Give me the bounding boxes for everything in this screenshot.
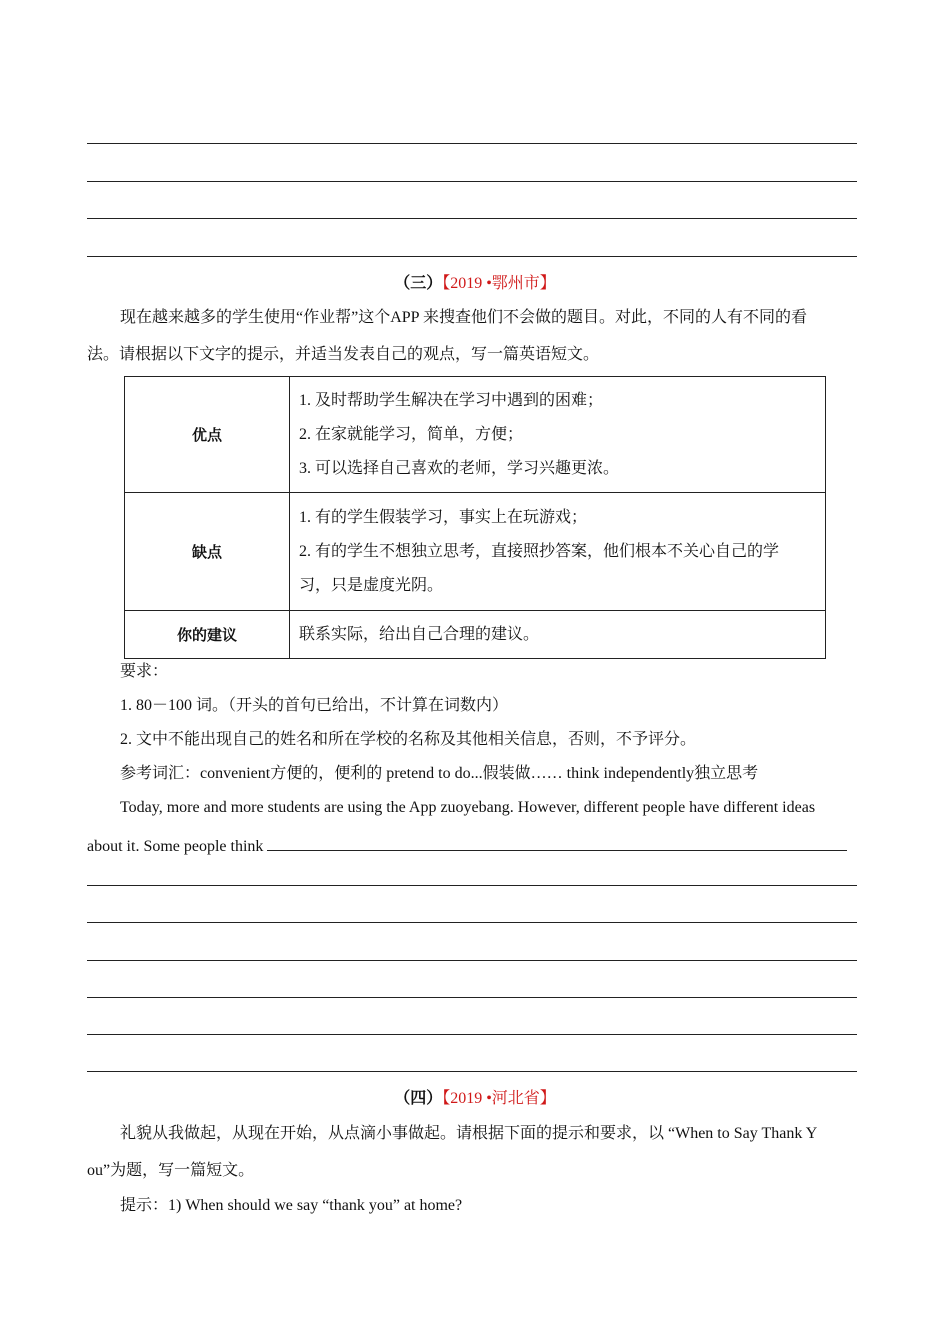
- section-4-heading: [0, 1089, 950, 1109]
- advantages-content: [290, 377, 826, 493]
- table-row-advantages: [125, 377, 826, 493]
- reference-vocabulary: 参考词汇：convenient方便的，便利的 pretend to do...假装做…… think independently独立思考: [120, 765, 759, 782]
- disadvantage-item: 习，只是虚度光阴。: [299, 576, 444, 594]
- disadvantages-content: [290, 493, 826, 611]
- requirement-1: 1. 80－100 词。（开头的首句已给出，不计算在词数内）: [120, 697, 509, 714]
- advantage-item: 1. 及时帮助学生解决在学习中遇到的困难；: [299, 391, 604, 409]
- opening-sentence-line-1: Today, more and more students are using the App zuoyebang. However, different people have different ideas: [120, 799, 816, 816]
- table-row-disadvantages: [125, 493, 826, 611]
- advantages-label: 优点: [125, 377, 290, 493]
- table-row-suggestion: [125, 611, 826, 659]
- section-4-intro-line-2: ou”为题，写一篇短文。: [87, 1162, 255, 1179]
- answer-line[interactable]: [87, 181, 857, 182]
- suggestion-text: 联系实际，给出自己合理的建议。: [299, 625, 540, 643]
- disadvantages-label: 缺点: [125, 493, 290, 611]
- advantage-item: 3. 可以选择自己喜欢的老师，学习兴趣更浓。: [299, 459, 620, 477]
- opening-sentence-text: about it. Some people think: [87, 838, 268, 855]
- section-3-intro-line-2: 法。请根据以下文字的提示，并适当发表自己的观点，写一篇英语短文。: [87, 346, 600, 363]
- section-4-hint: 提示：1) When should we say “thank you” at home?: [120, 1197, 463, 1214]
- section-4-number: （四）: [394, 1090, 443, 1107]
- section-4-intro-line-1: 礼貌从我做起，从现在开始，从点滴小事做起。请根据下面的提示和要求，以 “When to Say Thank Y: [120, 1125, 818, 1142]
- prompt-table: [124, 376, 826, 659]
- answer-line[interactable]: [87, 960, 857, 961]
- section-3-heading: [0, 274, 950, 294]
- answer-line[interactable]: [87, 922, 857, 923]
- suggestion-label: 你的建议: [125, 611, 290, 659]
- disadvantage-item: 2. 有的学生不想独立思考，直接照抄答案，他们根本不关心自己的学: [299, 542, 780, 560]
- answer-line[interactable]: [87, 1071, 857, 1072]
- answer-line[interactable]: [87, 256, 857, 257]
- section-4-source-tag: 【2019 •河北省】: [442, 1090, 556, 1107]
- section-3-intro-line-1: 现在越来越多的学生使用“作业帮”这个APP 来搜查他们不会做的题目。对此，不同的人有不同的看: [120, 309, 807, 326]
- answer-line[interactable]: [87, 218, 857, 219]
- section-3-source-tag: 【2019 •鄂州市】: [442, 275, 556, 292]
- answer-line[interactable]: [87, 143, 857, 144]
- advantage-item: 2. 在家就能学习，简单，方便；: [299, 425, 524, 443]
- answer-line[interactable]: [87, 997, 857, 998]
- requirement-2: 2. 文中不能出现自己的姓名和所在学校的名称及其他相关信息，否则，不予评分。: [120, 731, 697, 748]
- suggestion-content: [290, 611, 826, 659]
- opening-sentence-line-2: [87, 836, 847, 857]
- section-3-number: （三）: [394, 275, 443, 292]
- answer-blank[interactable]: [267, 836, 847, 851]
- disadvantage-item: 1. 有的学生假装学习，事实上在玩游戏；: [299, 508, 588, 526]
- requirements-title: 要求：: [120, 663, 169, 680]
- answer-line[interactable]: [87, 885, 857, 886]
- answer-line[interactable]: [87, 1034, 857, 1035]
